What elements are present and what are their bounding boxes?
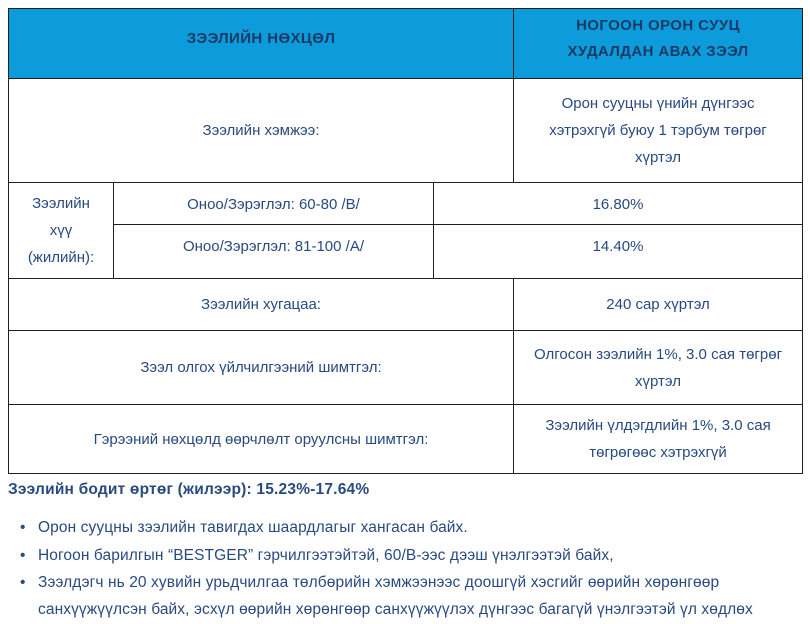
header-product-cell: НОГООН ОРОН СУУЦ ХУДАЛДАН АВАХ ЗЭЭЛ: [514, 9, 803, 79]
interest-rate-label-cell: Зээлийн хүү (жилийн):: [9, 183, 114, 279]
amendment-fee-value-cell: Зээлийн үлдэгдлийн 1%, 3.0 сая төгрөгөөс хэтрэхгүй: [514, 405, 803, 474]
requirement-item: • Зээлдэгч нь 20 хувийн урьдчилгаа төлбөрийн хэмжээнээс доошгүй хэсгийг өөрийн хөрөнгөөр санхүүжүүлсэн байх, эсхүл өөрийн хөрөнгөөр санхүүжүүлэх дүнгээс багагүй үнэлгээтэй үл хөдлөх: [20, 570, 802, 623]
interest-tier-criteria-cell: Оноо/Зэрэглэл: 81-100 /А/: [114, 225, 434, 279]
origination-fee-label-cell: Зээл олгох үйлчилгээний шимтгэл:: [9, 331, 514, 405]
loan-term-label-cell: Зээлийн хугацаа:: [9, 279, 514, 331]
interest-tier-criteria-cell: Оноо/Зэрэглэл: 60-80 /В/: [114, 183, 434, 225]
loan-conditions-table: [8, 8, 803, 474]
requirement-item: • Ногоон барилгын “BESTGER” гэрчилгээтэйтэй, 60/В-ээс дээш үнэлгээтэй байх,: [20, 543, 802, 570]
interest-tier-rate-cell: 14.40%: [434, 225, 803, 279]
requirements-list: [8, 515, 802, 624]
interest-tier-row: [9, 183, 803, 225]
loan-amount-value-cell: Орон сууцны үнийн дүнгээс хэтрэхгүй буюу 1 тэрбум төгрөг хүртэл: [514, 79, 803, 183]
effective-cost-note: Зээлийн бодит өртөг (жилээр): 15.23%-17.64%: [8, 481, 370, 498]
loan-amount-row: [9, 79, 803, 183]
requirement-item: • Орон сууцны зээлийн тавигдах шаардлагыг хангасан байх.: [20, 515, 802, 542]
loan-term-value-cell: 240 сар хүртэл: [514, 279, 803, 331]
table-header-row: [9, 9, 803, 79]
loan-amount-label-cell: Зээлийн хэмжээ:: [9, 79, 514, 183]
amendment-fee-label-cell: Гэрээний нөхцөлд өөрчлөлт оруулсны шимтгэл:: [9, 405, 514, 474]
interest-tier-rate-cell: 16.80%: [434, 183, 803, 225]
loan-term-row: [9, 279, 803, 331]
origination-fee-row: [9, 331, 803, 405]
interest-tier-row: [9, 225, 803, 279]
origination-fee-value-cell: Олгосон зээлийн 1%, 3.0 сая төгрөг хүртэл: [514, 331, 803, 405]
header-conditions-cell: ЗЭЭЛИЙН НӨХЦӨЛ: [9, 9, 514, 79]
amendment-fee-row: [9, 405, 803, 474]
